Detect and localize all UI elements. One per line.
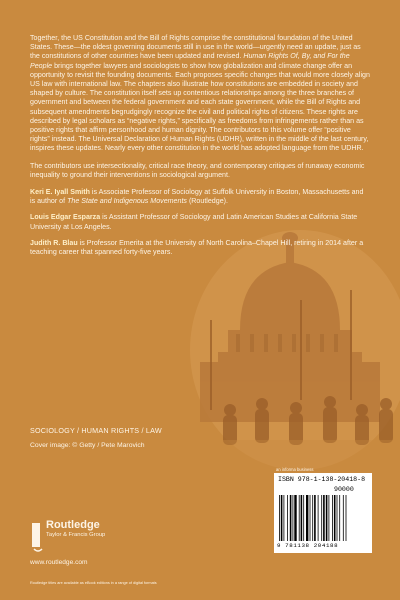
cover-image-credit: Cover image: © Getty / Pete Marovich (30, 442, 145, 449)
author-bio-3 (30, 239, 370, 257)
author-name: Judith R. Blau (30, 238, 78, 247)
subject-category: SOCIOLOGY / HUMAN RIGHTS / LAW (30, 426, 162, 435)
author-book-title: The State and Indigenous Movements (67, 197, 187, 206)
description-text: Together, the US Constitution and the Bill of Rights comprise the constitutional foundation of the United States. These—the oldest governing documents still in use in the world—urgently need an update, just as the constitutions of other countries have been updated and revised. (30, 34, 361, 61)
author-bio-text: is Associate Professor of Sociology at Suffolk University in Boston, Massachusetts and is author of (30, 188, 364, 206)
barcode-icon (278, 495, 368, 541)
author-bio-2 (30, 213, 370, 231)
publisher-name: Routledge (46, 519, 100, 531)
author-name: Louis Edgar Esparza (30, 213, 101, 222)
ebook-note: Routledge titles are available as eBook editions in a range of digital formats (30, 581, 157, 585)
description-text-continued: brings together lawyers and sociologists to show how globalization and climate change offer an opportunity to revisit the founding documents. Each proposes specific changes that would more closely align US law with international law. The chapters also illustrate how constitutions are embedded in society and shaped by culture. The constitution itself sets up contentious relationships among the three branches of government and between the federal government and each state government, while the Bill of Rights and subsequent amendments begrudgingly recognize the civil and political rights of citizens. These rights are described by legal scholars as “negative rights,” specifically as freedoms from infringements rather than as positive rights that affirm personhood and human dignity. The contributors to this volume offer “positive rights” instead. The Universal Declaration of Human Rights (UDHR), written in the middle of the last century, inspires these updates. Nearly every other constitution in the world has adopted language from the UDHR. (30, 61, 370, 153)
author-name: Keri E. Iyall Smith (30, 188, 90, 197)
price-code: 90000 (334, 486, 354, 493)
author-bio-text: is Assistant Professor of Sociology and Latin American Studies at California State University at Los Angeles. (30, 213, 358, 231)
isbn-barcode-box (274, 473, 372, 553)
publisher-block (46, 519, 105, 538)
back-cover-text (30, 34, 370, 264)
description-paragraph-2: The contributors use intersectionality, critical race theory, and contemporary critiques of runaway economic inequality to ground their interventions in sociological argument. (30, 161, 365, 179)
description-paragraph-1 (30, 34, 370, 154)
author-bio-text: is Professor Emerita at the University of North Carolina–Chapel Hill, retiring in 2014 after a teaching career that spanned forty-five years. (30, 238, 364, 257)
isbn-label: ISBN 978-1-138-20418-8 (278, 476, 366, 483)
informa-tagline: an informa business (276, 467, 314, 472)
author-bio-1 (30, 188, 370, 206)
book-title-italic: Human Rights Of, By, and For the People (30, 52, 350, 70)
publisher-url[interactable]: www.routledge.com (30, 559, 88, 566)
author-bio-text-end: (Routledge). (186, 197, 228, 206)
barcode-digits: 9 781138 204188 (277, 542, 339, 549)
publisher-group: Taylor & Francis Group (46, 532, 106, 538)
